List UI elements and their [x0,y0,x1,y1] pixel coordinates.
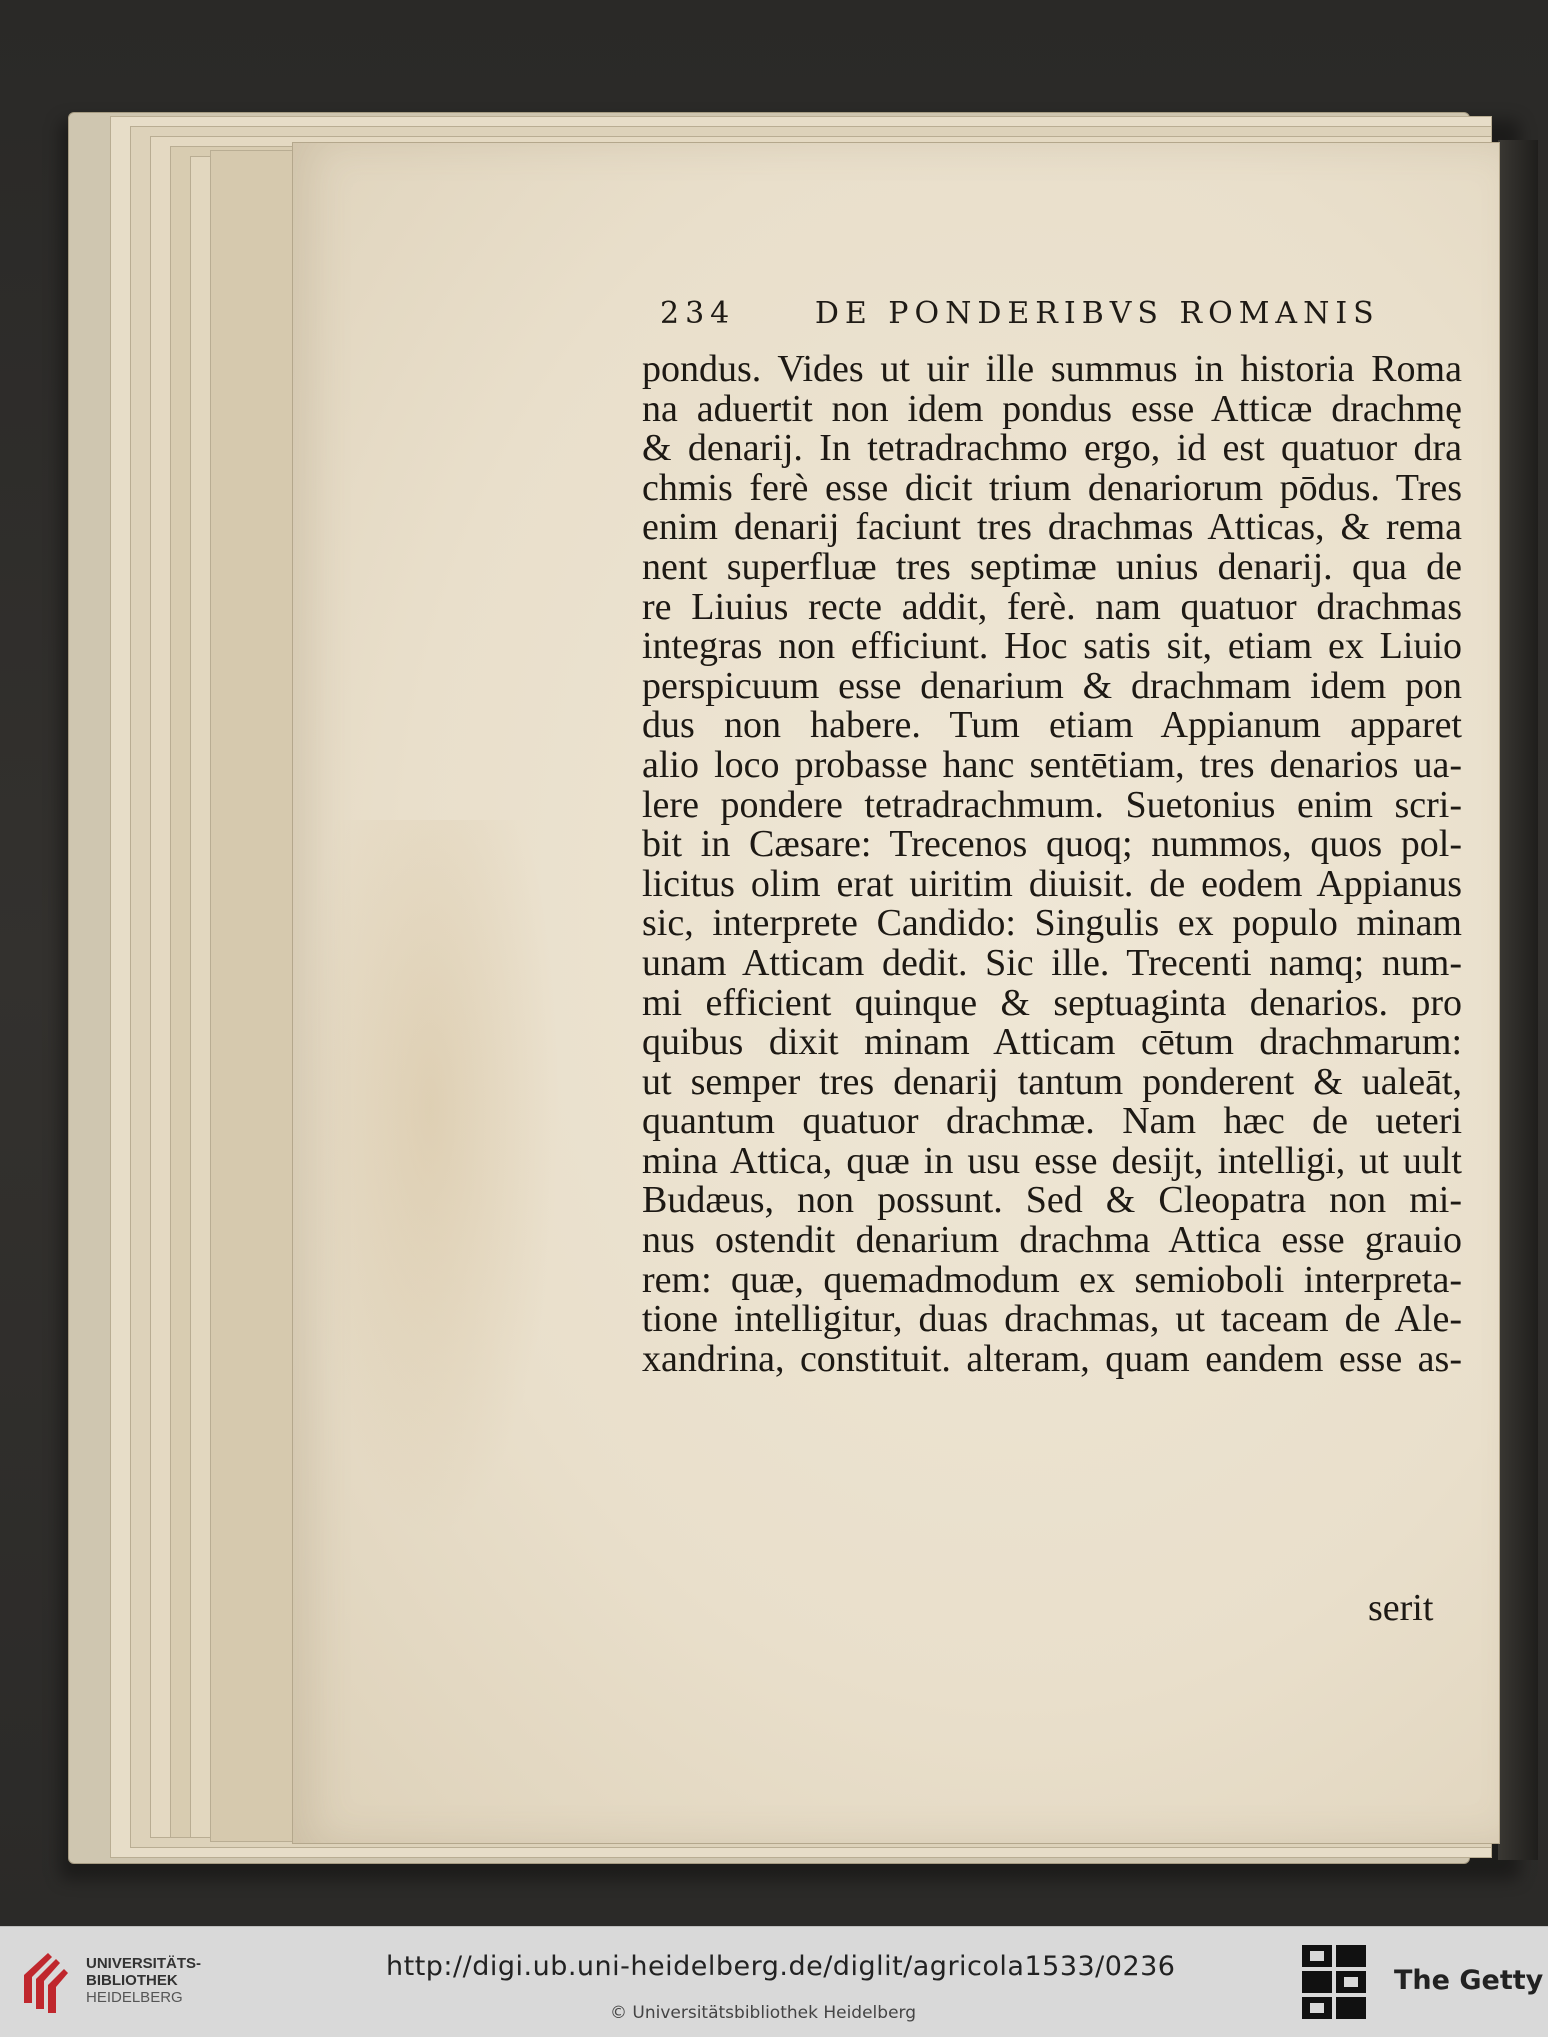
book-edge-right [1498,140,1538,1860]
text-line: sic, interprete Candido: Singulis ex populo minam [642,904,1462,944]
text-line: lere pondere tetradrachmum. Suetonius enim scri- [642,785,1462,826]
text-line: integras non efficiunt. Hoc satis sit, etiam ex Liuio [642,627,1462,667]
folio-number: 234 [660,296,736,331]
getty-name[interactable]: The Getty [1394,1965,1544,1996]
ub-heidelberg-name[interactable] [86,1955,201,2006]
text-line: bit in Cæsare: Trecenos quoq; nummos, quos pol- [642,825,1462,865]
getty-logo-icon[interactable] [1300,1943,1370,2021]
text-line: quantum quatuor drachmæ. Nam hæc de ueteri [642,1102,1462,1142]
running-header [660,296,1380,340]
running-head-title: DE PONDERIBVS ROMANIS [814,296,1380,331]
text-line: Budæus, non possunt. Sed & Cleopatra non mi- [642,1181,1462,1222]
ub-line-1: UNIVERSITÄTS- [86,1955,202,1972]
body-text [642,350,1462,1379]
catchword: serit [1368,1587,1434,1629]
text-line: dus non habere. Tum etiam Appianum apparet [642,706,1462,746]
text-line: quibus dixit minam Atticam cētum drachmarum: [642,1023,1462,1063]
text-line: rem: quæ, quemadmodum ex semioboli interpreta- [642,1260,1462,1301]
copyright-notice: © Universitätsbibliothek Heidelberg [610,2003,917,2023]
permalink-url[interactable]: http://digi.ub.uni-heidelberg.de/diglit/agricola1533/0236 [386,1951,1176,1982]
text-line: mi efficient quinque & septuaginta denarios. pro [642,983,1462,1024]
text-line: na aduertit non idem pondus esse Atticæ drachmę [642,389,1462,430]
text-line: enim denarij faciunt tres drachmas Atticas, & rema [642,508,1462,548]
text-line: re Liuius recte addit, ferè. nam quatuor drachmas [642,587,1462,628]
ub-heidelberg-logo-icon[interactable] [18,1945,82,2017]
text-line: xandrina, constituit. alteram, quam eandem esse as- [642,1339,1462,1380]
ub-line-2: BIBLIOTHEK [86,1972,178,1989]
text-line: unam Atticam dedit. Sic ille. Trecenti namq; num- [642,943,1462,984]
ub-line-3: HEIDELBERG [86,1989,183,2006]
text-line: alio loco probasse hanc sentētiam, tres denarios ua- [642,745,1462,786]
viewer-footer [0,1926,1548,2037]
text-line: nent superfluæ tres septimæ unius denarij. qua de [642,547,1462,588]
text-line: mina Attica, quæ in usu esse desijt, intelligi, ut uult [642,1141,1462,1182]
text-line: perspicuum esse denarium & drachmam idem pon [642,666,1462,707]
text-line: tione intelligitur, duas drachmas, ut taceam de Ale- [642,1300,1462,1340]
text-line: ut semper tres denarij tantum ponderent & ualeāt, [642,1062,1462,1103]
text-line: pondus. Vides ut uir ille summus in historia Roma [642,350,1462,390]
water-stain [300,820,560,1540]
text-line: nus ostendit denarium drachma Attica esse grauio [642,1221,1462,1261]
text-line: & denarij. In tetradrachmo ergo, id est quatuor dra [642,429,1462,469]
text-line: licitus olim erat uiritim diuisit. de eodem Appianus [642,864,1462,905]
text-line: chmis ferè esse dicit trium denariorum pōdus. Tres [642,468,1462,509]
